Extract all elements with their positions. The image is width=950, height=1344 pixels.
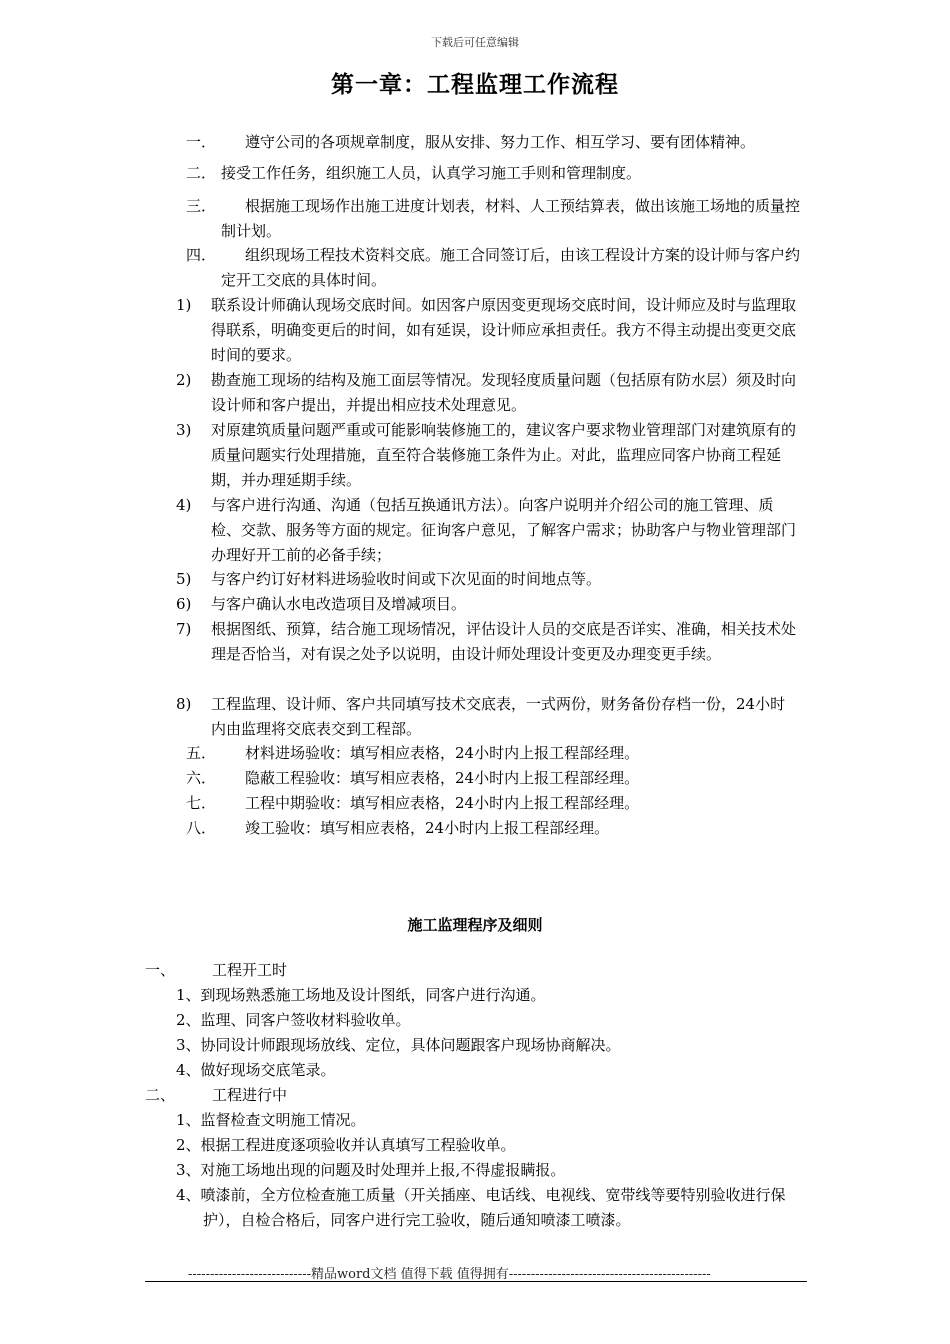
item-number: 八． (186, 819, 217, 837)
item-number: 一． (186, 133, 217, 151)
list-item: 1、到现场熟悉施工场地及设计图纸，同客户进行沟通。 (176, 986, 546, 1004)
item-number: 8) (176, 695, 192, 713)
item-text: 对原建筑质量问题严重或可能影响装修施工的，建议客户要求物业管理部门对建筑原有的质量问题实行处理措施，直至符合装修施工条件为止。对此，监理应同客户协商工程延期，并办理延期手续。 (211, 421, 797, 489)
list-item (186, 161, 811, 186)
list-item: 3、协同设计师跟现场放线、定位，具体问题跟客户现场协商解决。 (176, 1036, 621, 1054)
section-title: 施工监理程序及细则 (407, 916, 543, 934)
footer-divider (145, 1281, 807, 1282)
list-item: 2、监理、同客户签收材料验收单。 (176, 1011, 411, 1029)
section-heading (145, 1083, 805, 1108)
list-item: 4、喷漆前，全方位检查施工质量（开关插座、电话线、电视线、宽带线等要特别验收进行保护），自检合格后，同客户进行完工验收，随后通知喷漆工喷漆。 (176, 1186, 786, 1229)
list-item: 1、监督检查文明施工情况。 (176, 1111, 366, 1129)
section-number: 二、 (145, 1086, 176, 1104)
footer-note: ----------------------------精品word文档 值得下载 值得拥有---------------------------------------------- (188, 1267, 711, 1282)
item-text: 接受工作任务，组织施工人员，认真学习施工手则和管理制度。 (221, 164, 642, 182)
list-item: 2、根据工程进度逐项验收并认真填写工程验收单。 (176, 1136, 516, 1154)
item-text: 组织现场工程技术资料交底。施工合同签订后，由该工程设计方案的设计师与客户约定开工交底的具体时间。 (221, 246, 801, 289)
list-item (186, 243, 800, 293)
section-heading-text: 工程进行中 (212, 1086, 288, 1104)
item-number: 6) (176, 595, 192, 613)
item-text: 与客户约订好材料进场验收时间或下次见面的时间地点等。 (211, 570, 602, 588)
list-item (176, 418, 800, 493)
list-item (176, 567, 800, 592)
list-item: 4、做好现场交底笔录。 (176, 1061, 336, 1079)
list-item: 3、对施工场地出现的问题及时处理并上报,不得虚报瞒报。 (176, 1161, 566, 1179)
item-number: 五． (186, 744, 217, 762)
item-text: 勘查施工现场的结构及施工面层等情况。发现轻度质量问题（包括原有防水层）须及时向设计师和客户提出，并提出相应技术处理意见。 (211, 371, 797, 414)
item-number: 六． (186, 769, 217, 787)
item-text: 根据施工现场作出施工进度计划表，材料、人工预结算表，做出该施工场地的质量控制计划。 (221, 197, 801, 240)
item-number: 4) (176, 496, 192, 514)
item-text: 竣工验收：填写相应表格，24小时内上报工程部经理。 (245, 819, 610, 837)
item-text: 与客户确认水电改造项目及增减项目。 (211, 595, 467, 613)
item-number: 5) (176, 570, 192, 588)
item-text: 与客户进行沟通、沟通（包括互换通讯方法）。向客户说明并介绍公司的施工管理、质检、交款、服务等方面的规定。征询客户意见，了解客户需求；协助客户与物业管理部门办理好开工前的必备手续； (211, 496, 797, 564)
list-item (176, 692, 800, 742)
item-text: 联系设计师确认现场交底时间。如因客户原因变更现场交底时间，设计师应及时与监理取得联系，明确变更后的时间，如有延误，设计师应承担责任。我方不得主动提出变更交底时间的要求。 (211, 296, 797, 364)
item-number: 四． (186, 246, 217, 264)
item-text: 隐蔽工程验收：填写相应表格，24小时内上报工程部经理。 (245, 769, 640, 787)
item-text: 工程监理、设计师、客户共同填写技术交底表，一式两份，财务备份存档一份，24小时内由监理将交底表交到工程部。 (211, 695, 786, 738)
list-item (186, 741, 800, 766)
list-item (176, 293, 800, 368)
item-number: 二． (186, 164, 217, 182)
header-note: 下载后可任意编辑 (431, 36, 519, 49)
item-text: 工程中期验收：填写相应表格，24小时内上报工程部经理。 (245, 794, 640, 812)
item-number: 7) (176, 620, 192, 638)
item-number: 2) (176, 371, 192, 389)
list-item (176, 592, 800, 617)
item-text: 遵守公司的各项规章制度，服从安排、努力工作、相互学习、要有团体精神。 (245, 133, 756, 151)
list-item (186, 816, 800, 841)
item-number: 3) (176, 421, 192, 439)
item-number: 三． (186, 197, 217, 215)
list-item (186, 194, 800, 244)
item-text: 材料进场验收：填写相应表格，24小时内上报工程部经理。 (245, 744, 640, 762)
list-item (176, 617, 800, 667)
list-item (186, 791, 800, 816)
section-heading-text: 工程开工时 (212, 961, 288, 979)
item-number: 1) (176, 296, 192, 314)
list-item (186, 766, 800, 791)
page-title: 第一章：工程监理工作流程 (331, 71, 619, 98)
section-heading (145, 958, 805, 983)
list-item (176, 368, 800, 418)
list-item (176, 493, 800, 568)
list-item (186, 130, 811, 155)
item-text: 根据图纸、预算，结合施工现场情况，评估设计人员的交底是否详实、准确，相关技术处理是否恰当，对有误之处予以说明，由设计师处理设计变更及办理变更手续。 (211, 620, 797, 663)
item-number: 七． (186, 794, 217, 812)
section-number: 一、 (145, 961, 176, 979)
